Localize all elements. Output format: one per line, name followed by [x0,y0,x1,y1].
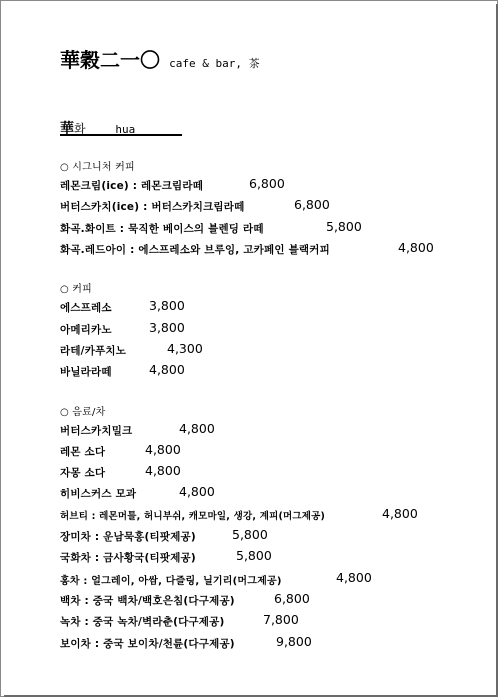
menu-item-name: 아메리카노 [60,324,112,336]
menu-item-price: 6,800 [294,197,330,212]
menu-item-name: 레몬크림(ice) : 레몬크림라떼 [60,180,204,192]
menu-item-price: 5,800 [232,527,268,542]
category-coffee: ○ 커피 [60,284,93,295]
menu-item-price: 4,300 [167,341,203,356]
menu-item-name: 장미차 : 운남묵홍(티팟제공) [60,531,196,543]
menu-item-price: 4,800 [382,506,418,521]
menu-item-name: 허브티 : 레몬머틀, 허니부쉬, 캐모마일, 생강, 계피(머그제공) [60,511,326,522]
menu-item-price: 4,800 [179,484,215,499]
section-korean: 화 [74,122,86,136]
menu-item-price: 9,800 [276,634,312,649]
section-hanja: 華 [60,121,74,137]
menu-item-name: 레몬 소다 [60,446,106,458]
title-main: 華穀二一〇 [60,48,160,72]
category-signature: ○ 시그니처 커피 [60,162,135,173]
menu-item-price: 4,800 [145,463,181,478]
menu-item-name: 버터스카치밀크 [60,425,133,437]
category-drinks-tea: ○ 음료/차 [60,407,106,418]
menu-item-name: 자몽 소다 [60,467,106,479]
menu-item-name: 버터스카치(ice) : 버터스카치크림라떼 [60,201,245,213]
menu-item-name: 히비스커스 모과 [60,488,137,500]
menu-item-name: 녹차 : 중국 녹차/벽라춘(다구제공) [60,616,225,628]
menu-item-price: 4,800 [398,240,434,255]
section-english: hua [115,123,136,136]
menu-item-price: 4,800 [336,570,372,585]
menu-item-name: 백차 : 중국 백차/백호은침(다구제공) [60,595,235,607]
menu-item-name: 라테/카푸치노 [60,345,127,357]
title-sub: cafe & bar, 茶 [169,57,260,70]
section-underline [60,134,182,136]
menu-item-price: 5,800 [236,548,272,563]
menu-item-price: 3,800 [149,298,185,313]
menu-item-price: 4,800 [179,421,215,436]
menu-item-name: 에스프레소 [60,302,112,314]
menu-item-price: 3,800 [149,320,185,335]
page-title [60,44,260,73]
menu-item-name: 바닐라라떼 [60,366,112,378]
menu-item-price: 6,800 [274,591,310,606]
menu-item-price: 5,800 [326,219,362,234]
menu-item-price: 6,800 [249,176,285,191]
menu-item-name: 화곡.화이트 : 묵직한 베이스의 블렌딩 라떼 [60,223,264,235]
menu-item-price: 4,800 [149,362,185,377]
menu-item-name: 홍차 : 얼그레이, 아쌈, 다즐링, 닐기리(머그제공) [60,576,282,587]
menu-item-price: 4,800 [145,442,181,457]
menu-item-price: 7,800 [263,612,299,627]
menu-item-name: 국화차 : 금사황국(티팟제공) [60,552,196,564]
menu-item-name: 화곡.레드아이 : 에스프레소와 브루잉, 고카페인 블랙커피 [60,244,330,256]
menu-item-name: 보이차 : 중국 보이차/천륜(다구제공) [60,638,235,650]
